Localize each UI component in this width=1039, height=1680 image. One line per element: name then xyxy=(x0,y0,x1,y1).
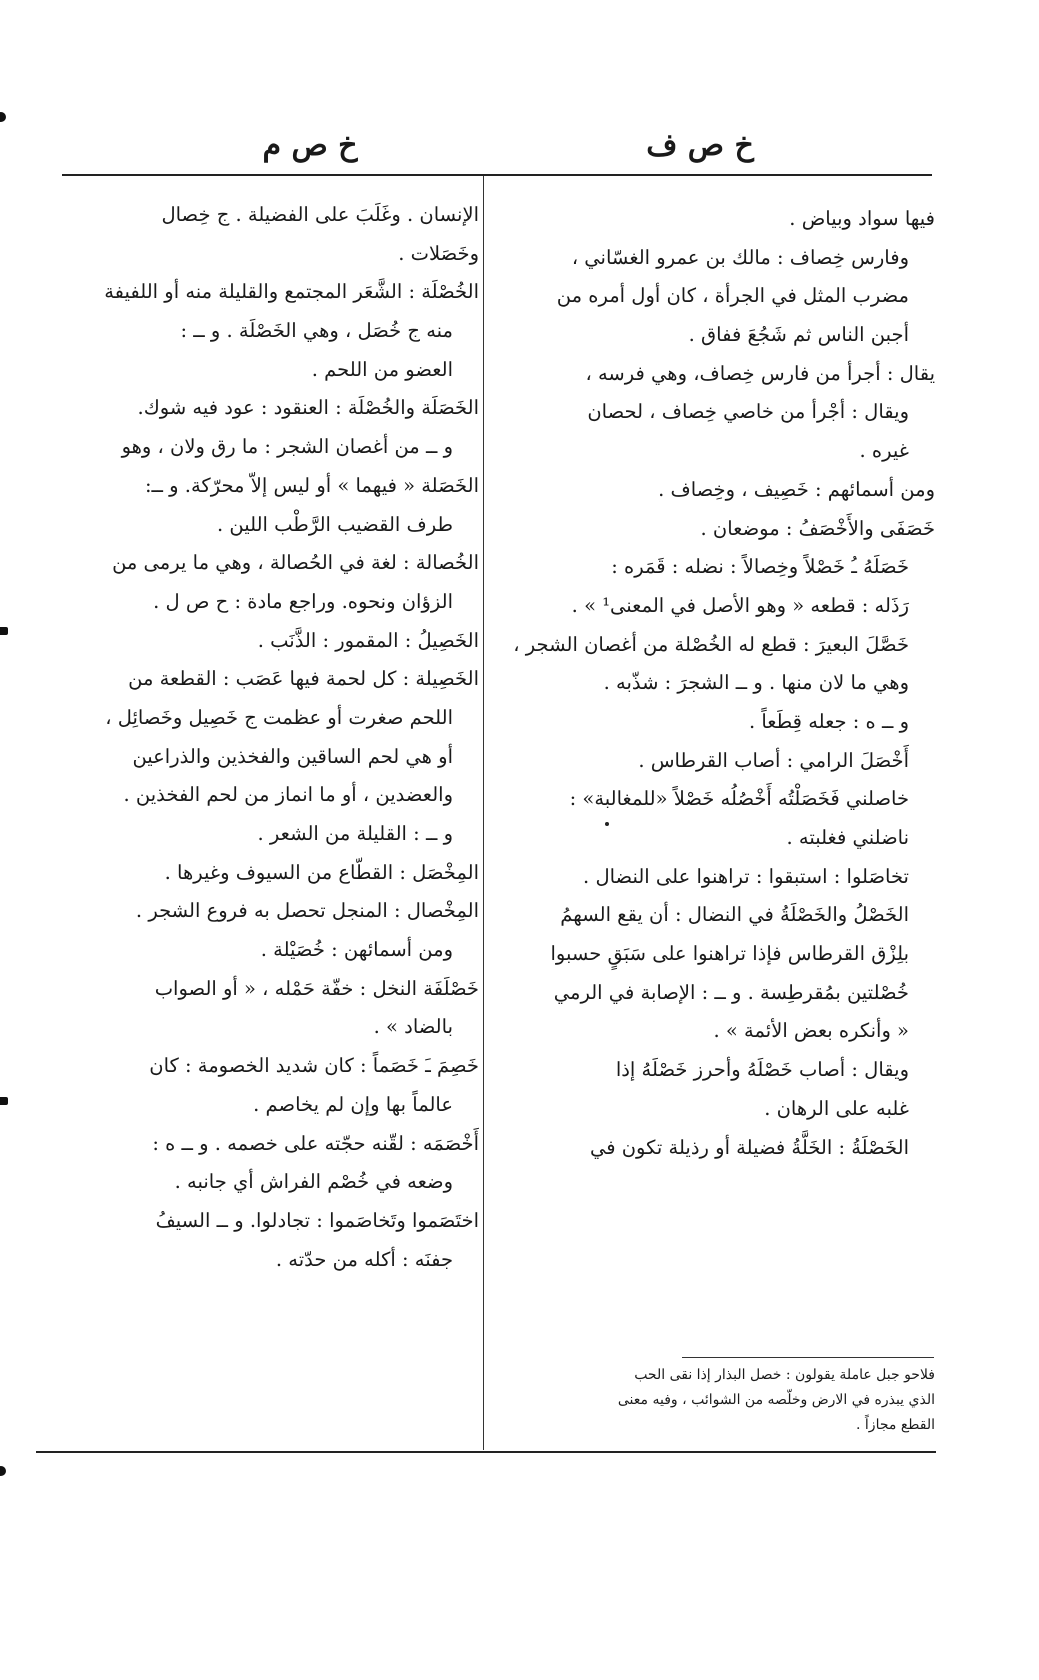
right-column-line: بلِزْق القرطاس فإذا تراهنوا على سَبَقٍ حسبوا xyxy=(550,942,909,966)
right-column-line: « وأنكره بعض الأئمة » . xyxy=(713,1019,909,1043)
left-column-line: الخَصِيلُ : المقمور : الذَّنَب . xyxy=(257,628,479,652)
footnote xyxy=(495,1363,935,1438)
footnote-line: القطع مجازاً . xyxy=(856,1417,935,1433)
ink-speck xyxy=(605,822,609,826)
right-column-line: خُصْلتين بمُقرطِسة . و ــ : الإصابة في الرمي xyxy=(553,980,909,1004)
left-column-line: طرف القضيب الرَّطْب اللين . xyxy=(217,512,453,536)
margin-mark xyxy=(0,1097,8,1105)
footnote-rule xyxy=(682,1357,934,1358)
left-column-line: جفنَه : أكله من حدّته . xyxy=(275,1247,453,1271)
footnote-line: فلاحو جبل عاملة يقولون : خصل البذار إذا نقى الحب xyxy=(634,1367,935,1383)
left-column-line: و ــ : القليلة من الشعر . xyxy=(257,822,453,845)
right-column-line: و ــ ه : جعله قِطَعاً . xyxy=(748,709,909,733)
right-column-line: أجبن الناس ثم شَجُعَ ففاق . xyxy=(688,323,909,347)
right-column-line: وفارس خِصاف : مالك بن عمرو الغسّاني ، xyxy=(571,245,909,269)
right-column-line: غيره . xyxy=(859,439,909,463)
left-column-line: خَصِمَ ـَ خَصَماً : كان شديد الخصومة : كان xyxy=(149,1054,479,1078)
column-separator xyxy=(483,176,484,1450)
left-column-line: الزؤان ونحوه. وراجع مادة : ح ص ل . xyxy=(153,589,453,613)
left-column-line: منه ج خُصَل ، وهي الخَصْلَة . و ــ : xyxy=(180,319,453,343)
left-column-line: بالضاد » . xyxy=(373,1015,453,1039)
right-column-line: ومن أسمائهم : خَصِيف ، وخِصاف . xyxy=(658,477,935,501)
left-column-line: المِخْصال : المنجل تحصل به فروع الشجر . xyxy=(135,899,479,923)
right-column-line: خَصَلَهُ ـُ خَصْلاً وخِصالاً : نضله : قَمَره : xyxy=(611,555,909,579)
right-column-line: غلبه على الرهان . xyxy=(764,1096,909,1120)
right-column-line: خَصَفَى والأَخْصَفُ : موضعان . xyxy=(700,516,935,540)
left-column-text xyxy=(44,196,479,1279)
right-column-line: ناضلني فغلبته . xyxy=(786,826,909,849)
left-column-line: العضو من اللحم . xyxy=(311,357,453,381)
right-column-root-header: خ ص ف xyxy=(646,128,754,163)
right-column-line: الخَصْلُ والخَصْلَةُ في النضال : أن يقع السهمُ xyxy=(560,903,909,927)
right-column-line: أَخْصَلَ الرامي : أصاب القرطاس . xyxy=(638,748,909,772)
left-column-line: و ــ من أغصان الشجر : ما رق ولان ، وهو xyxy=(121,435,453,459)
right-column-line: رَذَله : قطعه « وهو الأصل في المعنى¹ » . xyxy=(571,593,909,617)
left-column-line: الخَصَلة « فيهما » أو ليس إلاّ محرّكة. و ــ: xyxy=(144,473,479,497)
left-column-line: اللحم صغرت أو عظمت ج خَصِيل وخَصائِل ، xyxy=(105,705,453,729)
left-column-line: الإنسان . وغَلَبَ على الفضيلة . ج خِصال xyxy=(161,203,479,226)
left-column-line: اختَصَموا وتَخاصَموا : تجادلوا. و ــ السيفُ xyxy=(155,1208,479,1232)
margin-mark xyxy=(0,1466,6,1476)
left-column-line: خَصْلَفَة النخل : خفّة حَمْله ، « أو الصواب xyxy=(154,976,479,1000)
right-column-line: تخاصَلوا : استبقوا : تراهنوا على النضال . xyxy=(583,864,909,888)
left-column-line: الخُصْلَة : الشَّعَر المجتمع والقليلة منه أو اللفيفة xyxy=(104,280,479,304)
left-column-line: وضعه في خُصْم الفراش أي جانبه . xyxy=(174,1170,453,1194)
margin-mark xyxy=(0,112,6,122)
footer-rule xyxy=(36,1451,936,1453)
left-column-line: عالماً بها وإن لم يخاصم . xyxy=(253,1092,453,1116)
left-column-line: الخَصِيلة : كل لحمة فيها عَصَب : القطعة من xyxy=(128,667,479,691)
right-column-line: خاصلني فَخَصَلْتُه أَخْصُلُه خَصْلاً «للمغالبة» : xyxy=(569,787,909,811)
left-column-line: والعضدين ، أو ما انماز من لحم الفخذين . xyxy=(123,783,453,807)
right-column-text xyxy=(495,200,935,1167)
left-column-line: ومن أسمائهن : خُصَيْلة . xyxy=(260,938,453,962)
right-column-line: الخَصْلَةُ : الخَلَّةُ فضيلة أو رذيلة تكون في xyxy=(589,1135,909,1159)
margin-mark xyxy=(0,627,8,635)
left-column-line: أو هي لحم الساقين والفخذين والذراعين xyxy=(132,744,453,768)
right-column-line: وهي ما لان منها . و ــ الشجرَ : شذّبه . xyxy=(603,671,909,695)
left-column-line: المِخْصَل : القطّاع من السيوف وغيرها . xyxy=(164,860,479,884)
right-column-line: يقال : أجرأ من فارس خِصاف، وهي فرسه ، xyxy=(585,361,935,385)
right-column-line: مضرب المثل في الجرأة ، كان أول أمره من xyxy=(556,284,909,308)
right-column-line: ويقال : أجْرأ من خاصي خِصاف ، لحصان xyxy=(587,400,909,424)
left-column-root-header: خ ص م xyxy=(262,128,358,163)
left-column-line: الخُصالة : لغة في الحُصالة ، وهي ما يرمى من xyxy=(112,551,479,575)
right-column-line: خَصَّلَ البعيرَ : قطع له الخُصْلة من أغصان الشجر ، xyxy=(513,632,909,656)
header-rule xyxy=(62,174,932,176)
left-column-line: الخَصَلَة والخُصْلَة : العنقود : عود فيه شوك. xyxy=(137,396,479,420)
left-column-line: وخَصَلات . xyxy=(398,241,479,265)
footnote-line: الذي يبذره في الارض وخلّصه من الشوائب ، وفيه معنى xyxy=(617,1392,935,1408)
left-column-line: أَخْصَمَه : لقّنه حجّته على خصمه . و ــ ه : xyxy=(152,1131,479,1155)
right-column-line: ويقال : أصاب خَصْلَهُ وأحرز خَصْلَهُ إذا xyxy=(615,1058,909,1082)
right-column-line: فيها سواد وبياض . xyxy=(789,207,935,230)
